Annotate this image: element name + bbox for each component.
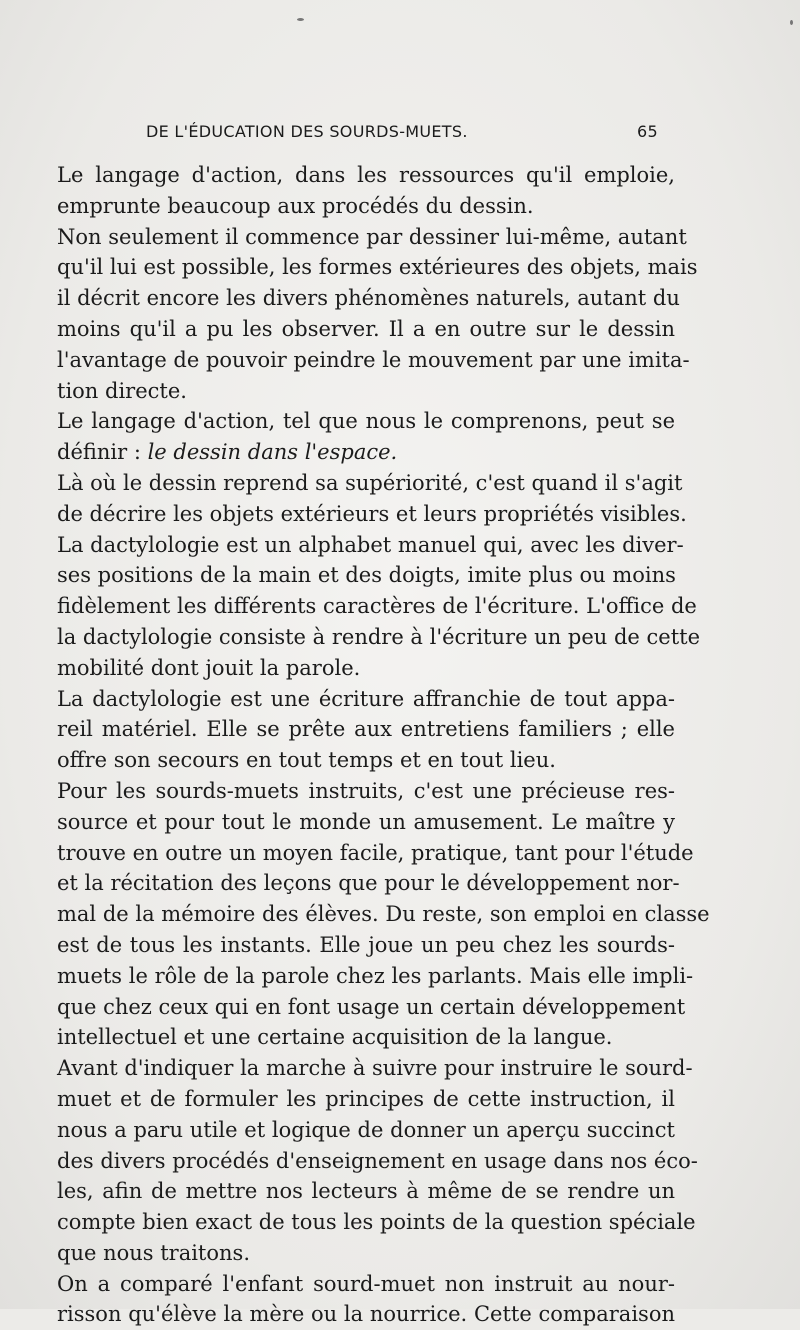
text-line: intellectuel et une certaine acquisition de la langue. <box>57 1025 613 1050</box>
body-text <box>57 160 710 1330</box>
text-line: des divers procédés d'enseignement en usage dans nos éco- <box>57 1148 698 1173</box>
text-line: Là où le dessin reprend sa supériorité, c'est quand il s'agit <box>57 470 683 495</box>
ink-speck <box>297 18 304 21</box>
text-line: Le langage d'action, tel que nous le comprenons, peut se <box>57 409 675 434</box>
text-line: La dactylologie est une écriture affranchie de tout appa- <box>57 686 675 711</box>
text-line: que nous traitons. <box>57 1240 250 1265</box>
text-line: Pour les sourds-muets instruits, c'est une précieuse res- <box>57 778 675 803</box>
text-line: il décrit encore les divers phénomènes naturels, autant du <box>57 286 680 311</box>
text-line: et la récitation des leçons que pour le développement nor- <box>57 871 680 896</box>
text-line: fidèlement les différents caractères de l'écriture. L'office de <box>57 594 697 619</box>
running-title: DE L'ÉDUCATION DES SOURDS-MUETS. <box>146 122 468 141</box>
text-line: mobilité dont jouit la parole. <box>57 655 361 680</box>
text-line: Non seulement il commence par dessiner lui-même, autant <box>57 224 687 249</box>
running-header <box>146 122 658 141</box>
text-line: la dactylologie consiste à rendre à l'écriture un peu de cette <box>57 624 701 649</box>
text-line: muets le rôle de la parole chez les parlants. Mais elle impli- <box>57 963 694 988</box>
text-line: tion directe. <box>57 378 187 403</box>
text-line: reil matériel. Elle se prête aux entretiens familiers ; elle <box>57 717 675 742</box>
text-line: nous a paru utile et logique de donner un aperçu succinct <box>57 1117 675 1142</box>
text-line: offre son secours en tout temps et en tout lieu. <box>57 748 556 773</box>
text-line: Avant d'indiquer la marche à suivre pour instruire le sourd- <box>57 1056 693 1081</box>
text-line: qu'il lui est possible, les formes extérieures des objets, mais <box>57 255 698 280</box>
text-line: Le langage d'action, dans les ressources qu'il emploie, <box>57 163 675 187</box>
text-line: emprunte beaucoup aux procédés du dessin. <box>57 193 534 218</box>
text-line: l'avantage de pouvoir peindre le mouvement par une imita- <box>57 347 690 372</box>
text-line: mal de la mémoire des élèves. Du reste, son emploi en classe <box>57 902 710 927</box>
text-line: définir : le dessin dans l'espace. <box>57 440 398 465</box>
text-line: est de tous les instants. Elle joue un peu chez les sourds- <box>57 932 675 957</box>
text-line: les, afin de mettre nos lecteurs à même de se rendre un <box>57 1179 675 1204</box>
text-line: de décrire les objets extérieurs et leurs propriétés visibles. <box>57 501 687 526</box>
text-line: La dactylologie est un alphabet manuel qui, avec les diver- <box>57 532 684 557</box>
text-line: muet et de formuler les principes de cette instruction, il <box>57 1086 675 1111</box>
text-line: risson qu'élève la mère ou la nourrice. Cette comparaison <box>57 1302 675 1327</box>
ink-speck <box>790 20 793 25</box>
text-line: On a comparé l'enfant sourd-muet non instruit au nour- <box>57 1271 675 1296</box>
text-line: compte bien exact de tous les points de la question spéciale <box>57 1210 696 1235</box>
text-line: que chez ceux qui en font usage un certain développement <box>57 994 686 1019</box>
text-line: source et pour tout le monde un amusement. Le maître y <box>57 809 675 834</box>
text-line: moins qu'il a pu les observer. Il a en outre sur le dessin <box>57 316 675 341</box>
page-number: 65 <box>637 122 658 141</box>
text-line: ses positions de la main et des doigts, imite plus ou moins <box>57 563 676 588</box>
text-line: trouve en outre un moyen facile, pratique, tant pour l'étude <box>57 840 694 865</box>
